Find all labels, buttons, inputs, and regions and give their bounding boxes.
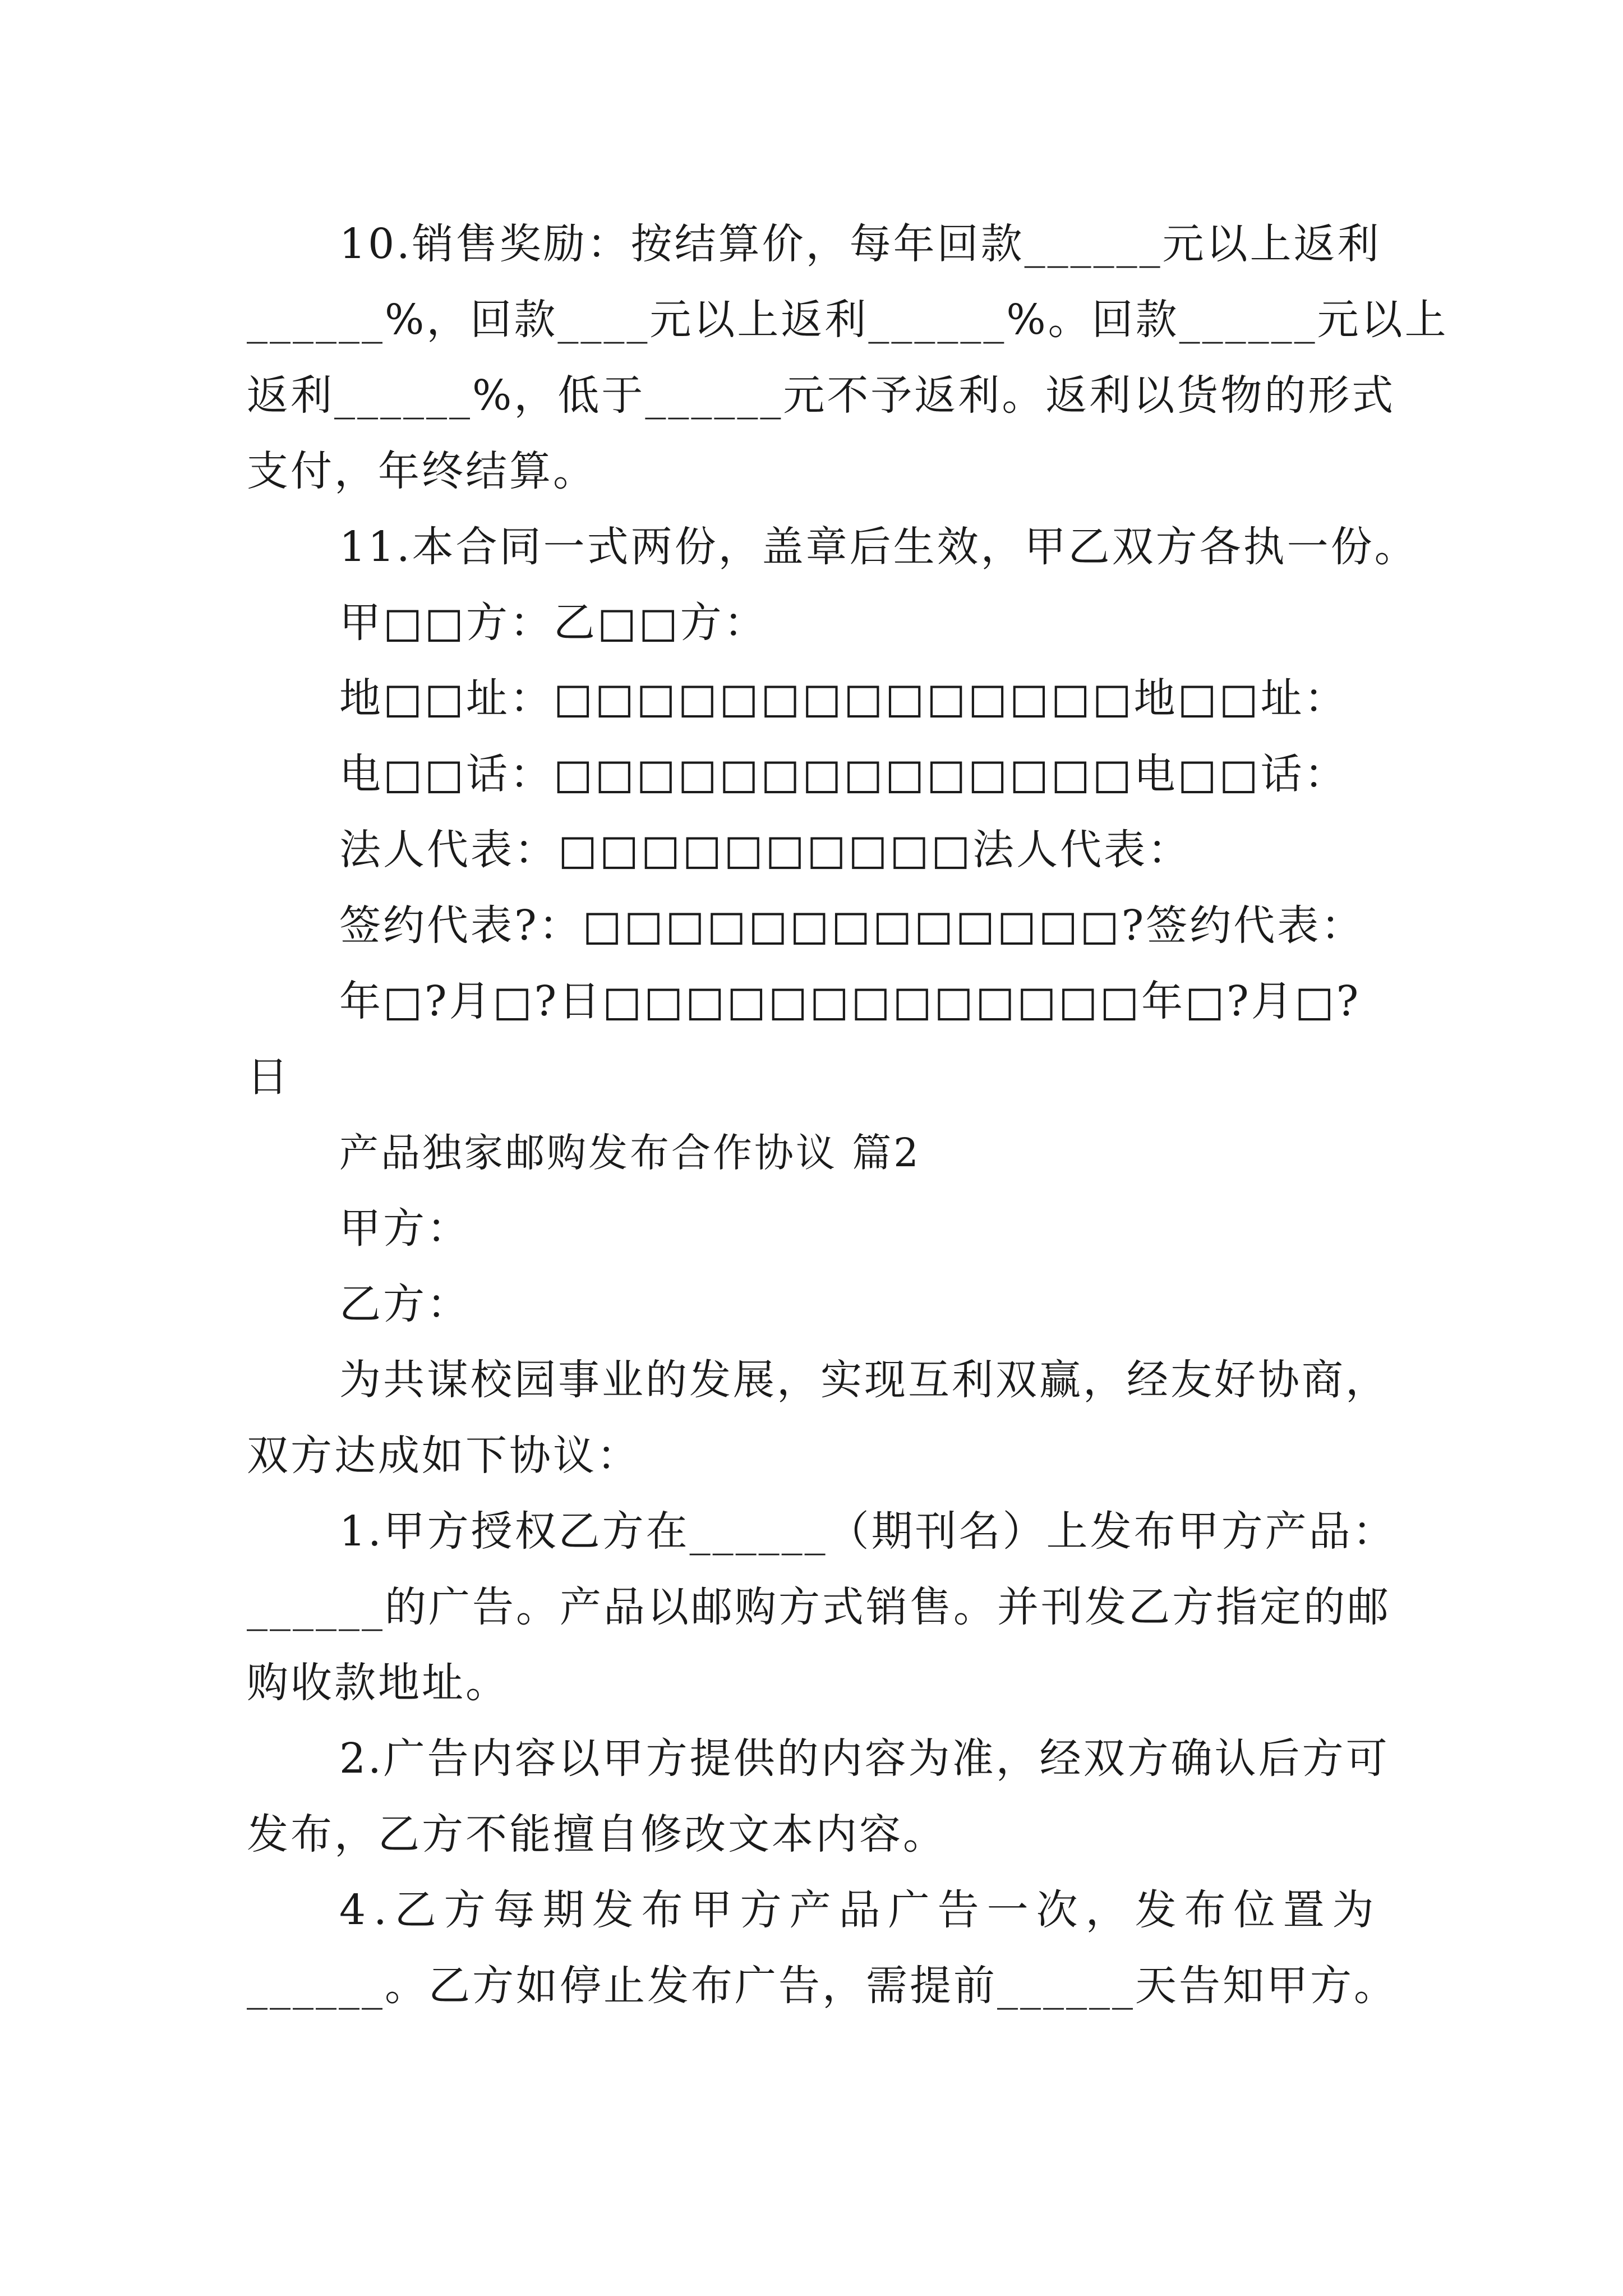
signing-rep-line: 签约代表?：□□□□□□□□□□□□□?签约代表： <box>339 901 1365 950</box>
clause-2-line-1: 2.广告内容以甲方提供的内容为准，经双方确认后方可 <box>339 1734 1390 1783</box>
preamble-line-1: 为共谋校园事业的发展，实现互利双赢，经友好协商， <box>339 1356 1389 1404</box>
clause-4-line-2: ______。乙方如停止发布广告，需提前______天告知甲方。 <box>247 1962 1398 2010</box>
date-line: 年□?月□?日□□□□□□□□□□□□□年□?月□? <box>339 977 1361 1025</box>
preamble-line-2: 双方达成如下协议： <box>247 1432 640 1480</box>
clause-11-line: 11.本合同一式两份，盖章后生效，甲乙双方各执一份。 <box>339 523 1418 571</box>
date-line-continued: 日 <box>247 1053 291 1101</box>
clause-2-line-2: 发布，乙方不能擅自修改文本内容。 <box>247 1810 947 1858</box>
party-b-line: 乙方： <box>339 1280 471 1328</box>
address-line: 地□□址：□□□□□□□□□□□□□□地□□址： <box>339 674 1348 723</box>
clause-1-line-3: 购收款地址。 <box>247 1659 509 1707</box>
clause-1-line-2: ______的广告。产品以邮购方式销售。并刊发乙方指定的邮 <box>247 1583 1391 1631</box>
phone-line: 电□□话：□□□□□□□□□□□□□□电□□话： <box>339 750 1348 798</box>
clause-4-line-1: 4.乙方每期发布甲方产品广告一次，发布位置为 <box>339 1886 1382 1934</box>
section-title: 产品独家邮购发布合作协议 篇2 <box>339 1130 921 1176</box>
party-a-line: 甲方： <box>339 1204 471 1253</box>
party-line: 甲□□方：乙□□方： <box>339 599 768 647</box>
clause-10-line-1: 10.销售奖励：按结算价，每年回款______元以上返利 <box>339 220 1381 268</box>
legal-rep-line: 法人代表：□□□□□□□□□□法人代表： <box>339 826 1192 874</box>
clause-1-line-1: 1.甲方授权乙方在______（期刊名）上发布甲方产品： <box>339 1507 1396 1556</box>
clause-10-line-3: 返利______%，低于______元不予返利。返利以货物的形式 <box>247 371 1396 420</box>
clause-10-line-4: 支付，年终结算。 <box>247 447 597 495</box>
clause-10-line-2: ______%，回款____元以上返利______%。回款______元以上 <box>247 296 1449 344</box>
